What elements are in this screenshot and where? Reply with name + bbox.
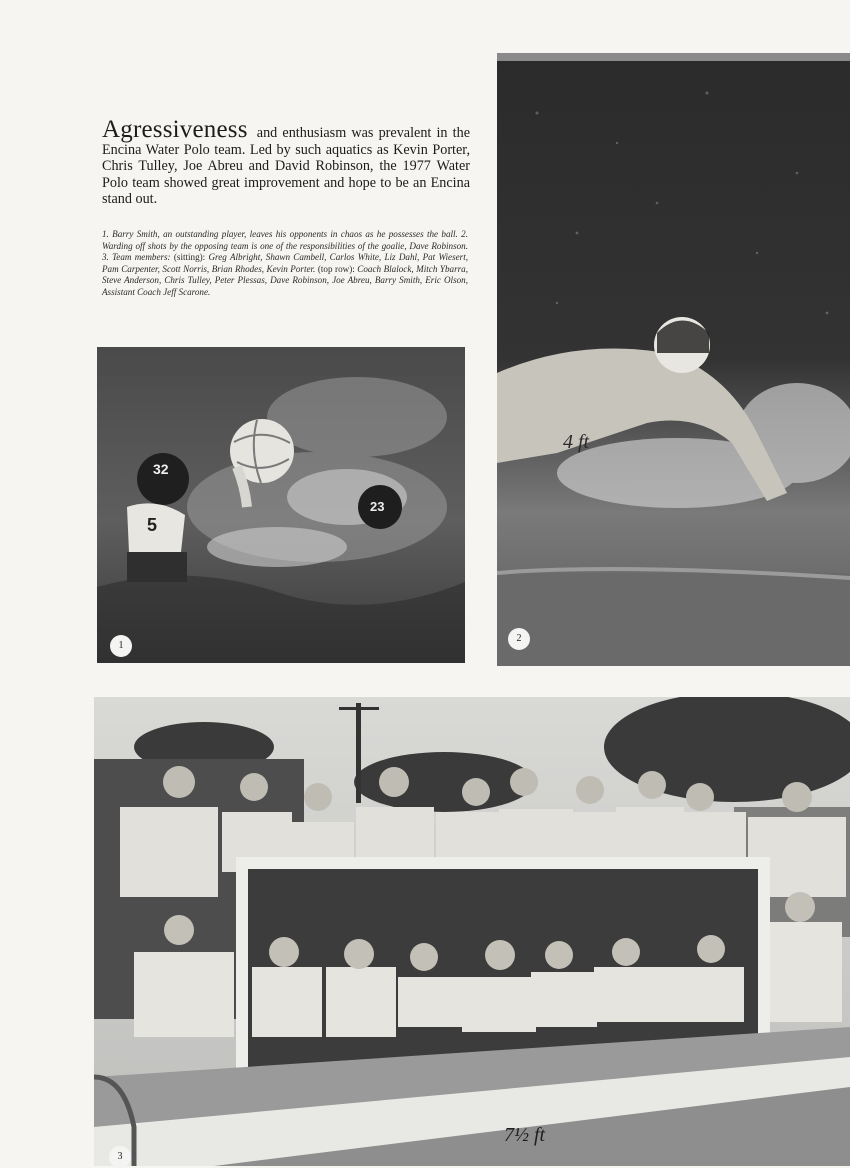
cap-number-1: 32 — [153, 461, 169, 477]
pool-depth-mark-2: 4 ft — [563, 431, 590, 453]
photo-number-1: 1 — [110, 635, 132, 657]
caption-part-3: Greg Albright, Shawn Cambell, Carlos White, Liz Dahl, Pat Wiesert, Pam Carpenter, Scott Norris, Brian Rhodes, Kevin Porter. — [102, 252, 469, 274]
photo-caption — [102, 229, 468, 299]
caption-part-5: Coach Blalock, Mitch Ybarra, Steve Anderson, Chris Tulley, Peter Plessas, Dave Robinson, Joe Abreu, Barry Smith, Eric Olson, Assistant Coach Jeff Scarone. — [102, 263, 468, 297]
caption-part-1: 1. Barry Smith, an outstanding player, leaves his opponents in chaos as he possesses the ball. 2. Warding off shots by the opposing team is one of the responsibilities of the goalie, Dave Robinson. 3. Team members: — [102, 229, 468, 263]
intro-body: and enthusiasm was prevalent in the Encina Water Polo team. Led by such aquatics as Kevin Porter, Chris Tulley, Joe Abreu and David Robinson, the 1977 Water Polo team showed great improvement and hope to be an Encina stand out. — [102, 125, 470, 207]
photo-water-polo-ball — [97, 347, 465, 663]
intro-paragraph — [102, 116, 470, 208]
photo-goalie — [497, 53, 850, 666]
pool-depth-mark-3: 7½ ft — [504, 1124, 546, 1146]
photo-number-2: 2 — [508, 628, 530, 650]
photo-team-portrait — [94, 697, 850, 1166]
cap-number-3: 23 — [370, 499, 385, 514]
photo-number-3: 3 — [109, 1146, 131, 1168]
cap-number-2: 5 — [147, 515, 158, 535]
caption-part-4: (top row): — [317, 263, 355, 274]
intro-lead-word: Agressiveness — [102, 116, 248, 143]
caption-part-2: (sitting): — [173, 252, 206, 263]
